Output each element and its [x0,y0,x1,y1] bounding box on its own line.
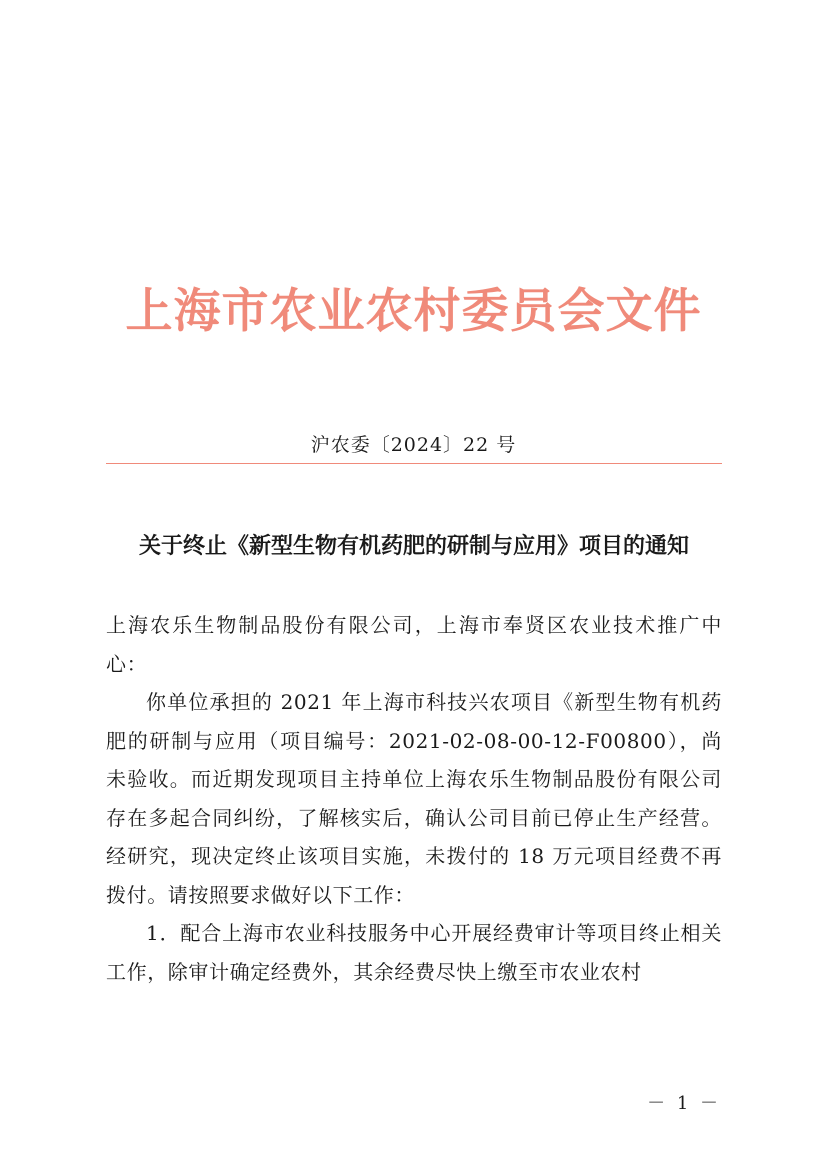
issuer-header-title: 上海市农业农村委员会文件 [125,284,702,339]
document-number: 沪农委〔2024〕22 号 [310,434,517,456]
recipients-line: 上海农乐生物制品股份有限公司，上海市奉贤区农业技术推广中心： [106,613,722,676]
notice-body [106,606,722,991]
work-item-1: 1．配合上海市农业科技服务中心开展经费审计等项目终止相关工作，除审计确定经费外，其余经费尽快上缴至市农业农村 [106,921,722,984]
page-number: － 1 － [647,1093,721,1114]
header-divider-line [106,463,722,464]
body-paragraph: 你单位承担的 2021 年上海市科技兴农项目《新型生物有机药肥的研制与应用（项目编号：2021-02-08-00-12-F00800），尚未验收。而近期发现项目主持单位上海农乐生物制品股份有限公司存在多起合同纠纷，了解核实后，确认公司目前已停止生产经营。经研究，现决定终止该项目实施，未拨付的 18 万元项目经费不再拨付。请按照要求做好以下工作： [106,690,722,907]
notice-title: 关于终止《新型生物有机药肥的研制与应用》项目的通知 [138,533,689,559]
